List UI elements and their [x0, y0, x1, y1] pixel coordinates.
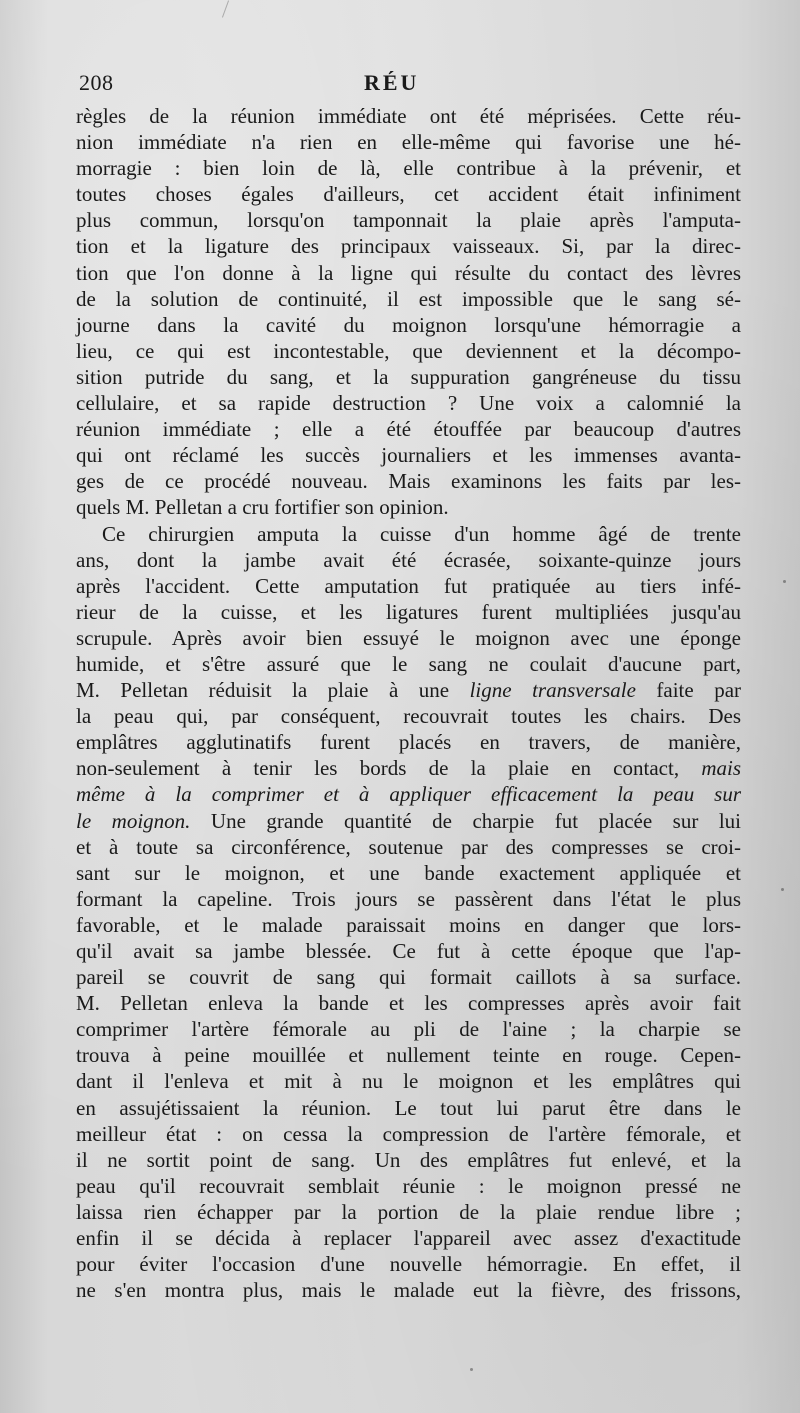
italic-segment: même à la comprimer et à appliquer efficacement la peau sur — [76, 782, 741, 807]
text-line: meilleur état : on cessa la compression de l'artère fémorale, et — [76, 1121, 741, 1146]
margin-mark — [222, 0, 229, 17]
body-text — [76, 103, 741, 1303]
text-line: sant sur le moignon, et une bande exactement appliquée et — [76, 860, 741, 885]
text-line: laissa rien échapper par la portion de la plaie rendue libre ; — [76, 1199, 741, 1224]
text-line: ges de ce procédé nouveau. Mais examinons les faits par les- — [76, 469, 741, 494]
text-line: lieu, ce qui est incontestable, que deviennent et la décompo- — [76, 338, 741, 363]
text-line: ne s'en montra plus, mais le malade eut la fièvre, des frissons, — [76, 1278, 741, 1303]
text-line: tion que l'on donne à la ligne qui résulte du contact des lèvres — [76, 260, 741, 285]
text-line: réunion immédiate ; elle a été étouffée par beaucoup d'autres — [76, 417, 741, 442]
text-line-mixed — [76, 808, 741, 834]
running-head: RÉU — [364, 70, 420, 95]
text-line: nion immédiate n'a rien en elle-même qui favorise une hé- — [76, 130, 741, 155]
text-line: en assujétissaient la réunion. Le tout lui parut être dans le — [76, 1095, 741, 1120]
text-line: peau qu'il recouvrait semblait réunie : le moignon pressé ne — [76, 1173, 741, 1198]
text-line: emplâtres agglutinatifs furent placés en travers, de manière, — [76, 730, 741, 755]
text-line: il ne sortit point de sang. Un des emplâtres fut enlevé, et la — [76, 1147, 741, 1172]
text-line: ans, dont la jambe avait été écrasée, soixante-quinze jours — [76, 547, 741, 572]
paragraph-start-line: Ce chirurgien amputa la cuisse d'un homme âgé de trente — [102, 521, 741, 546]
italic-segment: ligne transversale — [469, 678, 636, 703]
text-line: favorable, et le malade paraissait moins en danger que lors- — [76, 912, 741, 937]
text-line: de la solution de continuité, il est impossible que le sang sé- — [76, 286, 741, 311]
text-line: morragie : bien loin de là, elle contribue à la prévenir, et — [76, 156, 741, 181]
text-segment: M. Pelletan réduisit la plaie à une — [76, 678, 470, 703]
page-header — [79, 70, 739, 100]
text-line: pour éviter l'occasion d'une nouvelle hémorragie. En effet, il — [76, 1252, 741, 1277]
text-segment: faite par — [635, 678, 742, 703]
italic-segment: mais — [701, 756, 741, 781]
text-line: la peau qui, par conséquent, recouvrait toutes les chairs. Des — [76, 704, 741, 729]
text-line: trouva à peine mouillée et nullement teinte en rouge. Cepen- — [76, 1043, 741, 1068]
text-line: enfin il se décida à replacer l'appareil avec assez d'exactitude — [76, 1226, 741, 1251]
text-line: humide, et s'être assuré que le sang ne coulait d'aucune part, — [76, 651, 741, 676]
text-line: comprimer l'artère fémorale au pli de l'aine ; la charpie se — [76, 1017, 741, 1042]
text-line: règles de la réunion immédiate ont été méprisées. Cette réu- — [76, 104, 741, 128]
page-number: 208 — [79, 70, 114, 95]
text-line: qu'il avait sa jambe blessée. Ce fut à cette époque que l'ap- — [76, 939, 741, 963]
text-line-italic — [76, 781, 741, 807]
text-line: rieur de la cuisse, et les ligatures furent multipliées jusqu'au — [76, 599, 741, 624]
paper-speck — [781, 888, 784, 891]
text-line: plus commun, lorsqu'on tamponnait la plaie après l'amputa- — [76, 208, 741, 233]
text-line: journe dans la cavité du moignon lorsqu'une hémorragie a — [76, 312, 741, 337]
text-line: scrupule. Après avoir bien essuyé le moignon avec une éponge — [76, 625, 741, 650]
text-line: formant la capeline. Trois jours se passèrent dans l'état le plus — [76, 886, 741, 911]
paragraph-end-line: quels M. Pelletan a cru fortifier son opinion. — [76, 495, 449, 520]
text-line-mixed — [76, 677, 741, 703]
text-line: et à toute sa circonférence, soutenue par des compresses se croi- — [76, 834, 741, 859]
paper-speck — [783, 580, 786, 583]
text-segment: non-seulement à tenir les bords de la plaie en contact, — [76, 756, 702, 781]
text-line: sition putride du sang, et la suppuration gangréneuse du tissu — [76, 364, 741, 389]
text-line: pareil se couvrit de sang qui formait caillots à sa surface. — [76, 965, 741, 990]
text-segment: Une grande quantité de charpie fut placée sur lui — [190, 808, 741, 833]
text-line: tion et la ligature des principaux vaisseaux. Si, par la direc- — [76, 234, 741, 259]
text-line: M. Pelletan enleva la bande et les compresses après avoir fait — [76, 991, 741, 1016]
text-line: toutes choses égales d'ailleurs, cet accident était infiniment — [76, 182, 741, 207]
text-line: dant il l'enleva et mit à nu le moignon et les emplâtres qui — [76, 1069, 741, 1094]
paper-speck — [470, 1368, 473, 1371]
text-line: qui ont réclamé les succès journaliers et les immenses avanta- — [76, 443, 741, 468]
text-line: après l'accident. Cette amputation fut pratiquée au tiers infé- — [76, 573, 741, 598]
text-line-mixed — [76, 755, 741, 781]
text-line: cellulaire, et sa rapide destruction ? Une voix a calomnié la — [76, 391, 741, 416]
italic-segment: le moignon. — [76, 808, 191, 833]
